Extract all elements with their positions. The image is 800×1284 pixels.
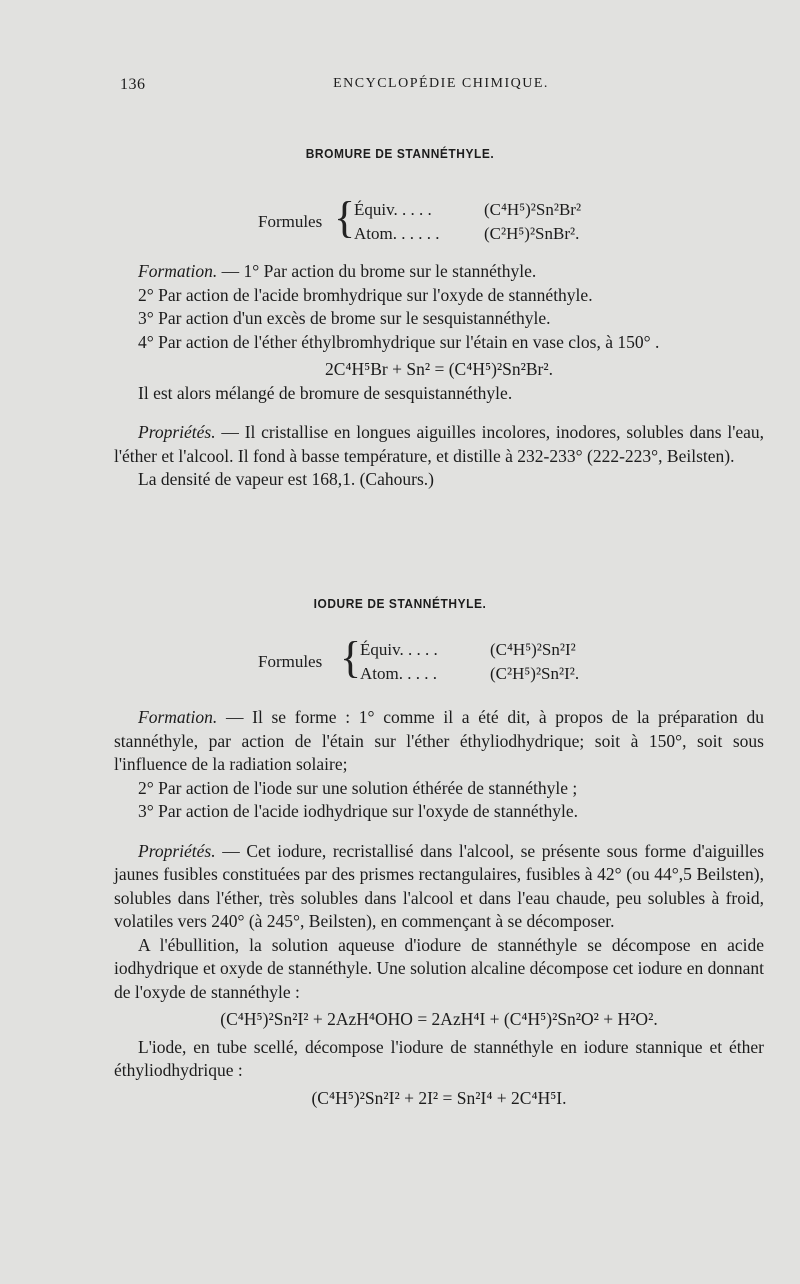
formation-paragraph <box>114 260 764 284</box>
formulas-bromure <box>258 193 638 252</box>
formula-atom-value: (C²H⁵)²Sn²I². <box>490 664 580 683</box>
formula-equiv-label: Équiv. . . . . <box>360 640 438 659</box>
boiling-paragraph: A l'ébullition, la solution aqueuse d'iodure de stannéthyle se décompose en acide iodhydrique et oxyde de stannéthyle. Une solution alcaline décompose cet iodure en donnant de l'oxyde de stannéthyle : <box>114 934 764 1002</box>
formula-equiv-row <box>354 200 582 220</box>
iodure-body <box>114 706 764 1110</box>
page-header <box>120 76 762 98</box>
equation-iodure-1: (C⁴H⁵)²Sn²I² + 2AzH⁴OHO = 2AzH⁴I + (C⁴H⁵)²Sn²O² + H²O². <box>220 1009 658 1029</box>
formula-equiv-value: (C⁴H⁵)²Sn²I² <box>490 640 576 659</box>
formation-paragraph <box>114 706 764 777</box>
properties-text: — Cet iodure, recristallisé dans l'alcool, se présente sous forme d'aiguilles jaunes fusibles constituées par des prismes rectangulaires, fusibles à 42° (ou 44°,5 Beilsten), solubles dans l'éther, très solubles dans l'alcool et dans l'eau chaude, peu solubles à froid, volatiles vers 240° (à 245°, Beilsten), en commençant à se décomposer. <box>114 840 765 931</box>
formulas-label: Formules <box>258 652 323 671</box>
formula-atom-value: (C²H⁵)²SnBr². <box>484 224 580 243</box>
formula-atom-label: Atom. . . . . . <box>354 224 440 243</box>
formation-line-3: 3° Par action de l'acide iodhydrique sur l'oxyde de stannéthyle. <box>138 801 578 821</box>
properties-label: Propriétés. <box>138 422 216 442</box>
formula-atom-label: Atom. . . . . <box>360 664 437 683</box>
iodine-paragraph: L'iode, en tube scellé, décompose l'iodure de stannéthyle en iodure stannique et éther éthyliodhydrique : <box>114 1036 764 1080</box>
formation-line-2: 2° Par action de l'iode sur une solution éthérée de stannéthyle ; <box>138 777 578 798</box>
brace-symbol: { <box>334 193 356 242</box>
properties-text: — Il cristallise en longues aiguilles incolores, inodores, solubles dans l'eau, l'éther et l'alcool. Il fond à basse température, et distille à 232-233° (222-223°, Beilsten). <box>114 422 765 466</box>
formation-line-4: 4° Par action de l'éther éthylbromhydrique sur l'étain en vase clos, à 150° . <box>138 331 660 352</box>
properties-paragraph <box>114 840 764 934</box>
formation-line-2: 2° Par action de l'acide bromhydrique sur l'oxyde de stannéthyle. <box>138 284 593 305</box>
formation-line-3: 3° Par action d'un excès de brome sur le sesquistannéthyle. <box>138 308 551 328</box>
properties-label: Propriétés. <box>138 840 216 861</box>
formation-line-1: — 1° Par action du brome sur le stannéthyle. <box>221 261 537 281</box>
formula-atom-row <box>360 664 580 684</box>
formulas-iodure <box>258 633 638 692</box>
formula-equiv-row <box>360 640 576 660</box>
section-title-bromure: BROMURE DE STANNÉTHYLE. <box>305 146 495 161</box>
formulas-label: Formules <box>258 212 323 231</box>
formula-equiv-value: (C⁴H⁵)²Sn²Br² <box>484 200 582 219</box>
section-title-iodure: IODURE DE STANNÉTHYLE. <box>313 596 487 611</box>
formula-atom-row <box>354 224 580 244</box>
formation-text: — Il se forme : 1° comme il a été dit, à propos de la préparation du stannéthyle, par action de l'étain sur l'éther éthyliodhydrique; soit à 150°, soit sous l'influence de la radiation solaire; <box>114 707 764 774</box>
page-number: 136 <box>120 76 146 93</box>
formation-label: Formation. <box>138 707 218 727</box>
properties-paragraph <box>114 421 764 468</box>
brace-symbol: { <box>340 633 362 682</box>
bromure-body <box>114 260 764 492</box>
equation-bromure: 2C⁴H⁵Br + Sn² = (C⁴H⁵)²Sn²Br². <box>325 359 553 379</box>
formation-label: Formation. <box>138 261 218 281</box>
equation-iodure-2: (C⁴H⁵)²Sn²I² + 2I² = Sn²I⁴ + 2C⁴H⁵I. <box>311 1087 567 1108</box>
running-title: ENCYCLOPÉDIE CHIMIQUE. <box>333 76 549 91</box>
after-equation-text: Il est alors mélangé de bromure de sesquistannéthyle. <box>138 382 513 403</box>
density-text: La densité de vapeur est 168,1. (Cahours.) <box>138 469 434 489</box>
formula-equiv-label: Équiv. . . . . <box>354 200 432 219</box>
